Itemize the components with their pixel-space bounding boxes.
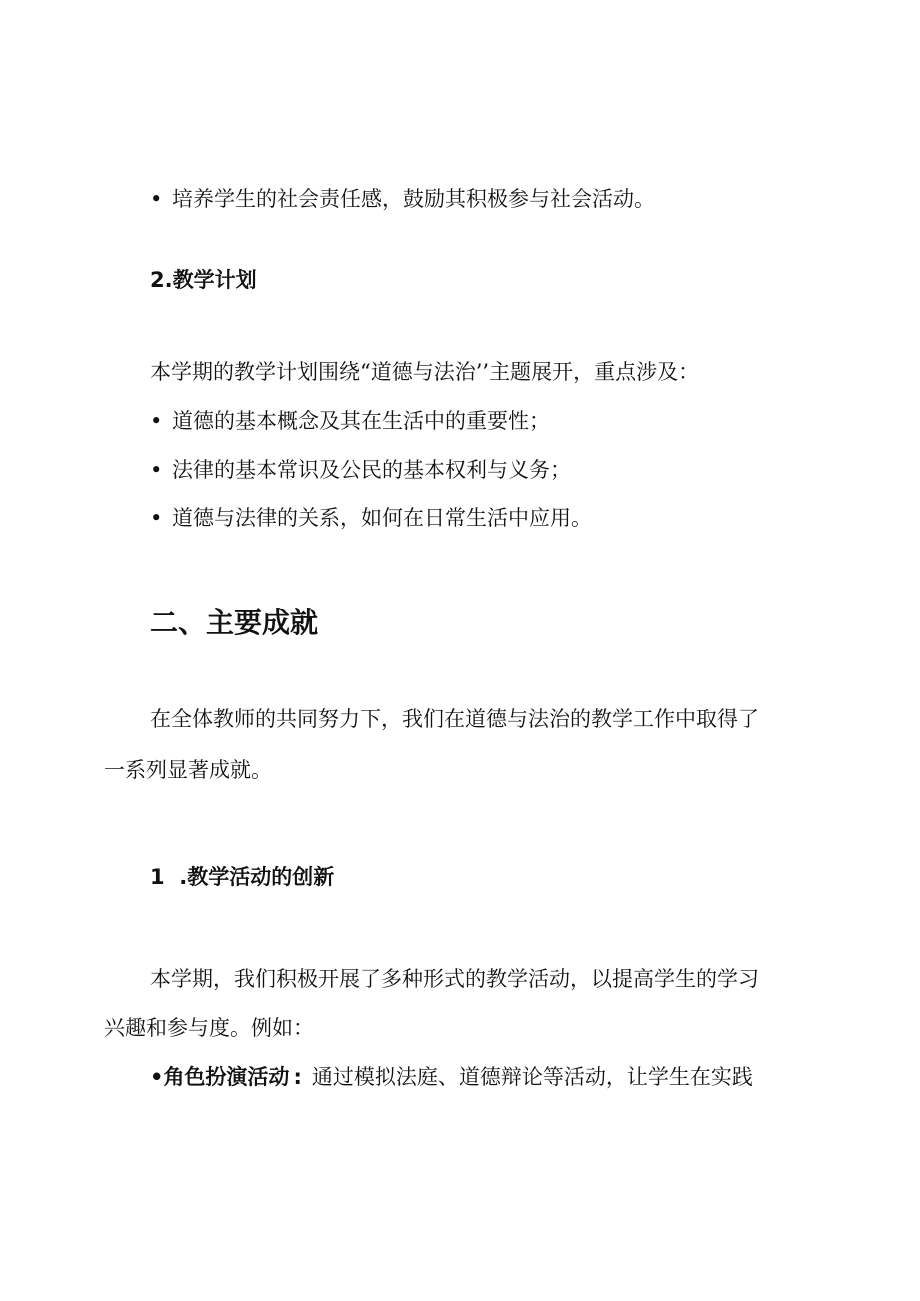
plan-list-item — [150, 503, 592, 533]
bullet-icon: • — [150, 458, 163, 482]
plan-list-item — [150, 406, 550, 436]
goal-item-text: 培养学生的社会责任感，鼓励其积极参与社会活动。 — [172, 187, 655, 211]
innovation-heading: 1 .教学活动的创新 — [150, 865, 335, 889]
role-play-text: 通过模拟法庭、道德辩论等活动，让学生在实践 — [311, 1065, 753, 1089]
plan-item-text: 法律的基本常识及公民的基本权利与义务； — [172, 458, 571, 482]
bullet-icon: • — [150, 187, 163, 211]
achievements-intro-line2: 一系列显著成就。 — [104, 758, 272, 782]
achievements-heading: 二、主要成就 — [150, 606, 319, 639]
bullet-icon: • — [150, 409, 163, 433]
innovation-list-item — [150, 1062, 753, 1092]
plan-item-text: 道德的基本概念及其在生活中的重要性； — [172, 409, 550, 433]
bullet-icon: • — [150, 506, 163, 530]
innovation-para-line2: 兴趣和参与度。例如： — [104, 1016, 314, 1040]
plan-item-text: 道德与法律的关系，如何在日常生活中应用。 — [172, 506, 592, 530]
innovation-para-line1: 本学期，我们积极开展了多种形式的教学活动，以提高学生的学习 — [150, 967, 759, 991]
label-separator: : — [293, 1065, 302, 1089]
achievements-intro-line1: 在全体教师的共同努力下，我们在道德与法治的教学工作中取得了 — [150, 707, 759, 731]
teaching-plan-intro: 本学期的教学计划围绕“道德与法治’’主题展开，重点涉及： — [150, 360, 700, 384]
goal-list-item — [150, 184, 655, 214]
role-play-label: 角色扮演活动 — [163, 1065, 290, 1089]
plan-list-item — [150, 455, 571, 485]
teaching-plan-heading: 2.教学计划 — [150, 268, 257, 292]
bullet-icon: • — [150, 1065, 164, 1089]
